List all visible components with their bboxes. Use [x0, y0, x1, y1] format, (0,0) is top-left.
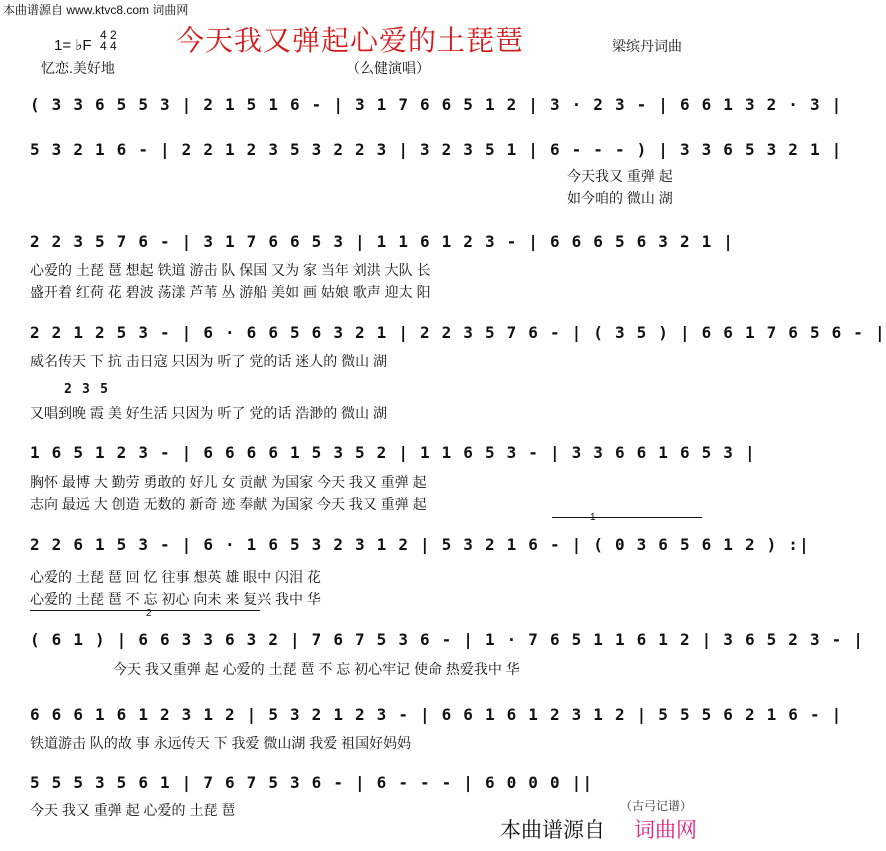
time-signature	[100, 30, 117, 52]
staff-line: 1 6 5 1 2 3 - | 6 6 6 6 1 5 3 5 2 | 1 1 6 5 3 - | 3 3 6 6 1 6 5 3 |	[30, 443, 756, 462]
lyric-line: 又唱到晚 霞 美 好生活 只因为 听了 党的话 浩渺的 微山 湖	[30, 405, 388, 421]
staff-line: 2 2 1 2 5 3 - | 6 · 6 6 5 6 3 2 1 | 2 2 3 5 7 6 - | ( 3 5 ) | 6 6 1 7 6 5 6 - |	[30, 323, 886, 342]
footer-source: 本曲谱源自	[500, 819, 605, 842]
staff-line: 2 2 3 5 7 6 - | 3 1 7 6 6 5 3 | 1 1 6 1 2 3 - | 6 6 6 5 6 3 2 1 |	[30, 232, 735, 251]
staff-line-extra: 2 3 5	[64, 382, 110, 397]
lyric-line: 如今咱的 微山 湖	[567, 190, 673, 206]
singer-credit: （么健演唱）	[346, 60, 430, 76]
lyric-line: 今天我又 重弹 起	[567, 168, 673, 184]
lyric-line: 威名传天 下 抗 击日寇 只因为 听了 党的话 迷人的 微山 湖	[30, 353, 388, 369]
staff-line: ( 6 1 ) | 6 6 3 3 6 3 2 | 7 6 7 5 3 6 - | 1 · 7 6 5 1 1 6 1 2 | 3 6 5 2 3 - |	[30, 630, 865, 649]
lyric-line: 今天 我又重弹 起 心爱的 土琵 琶 不 忘 初心牢记 使命 热爱我中 华	[113, 661, 520, 677]
volta-bracket-1	[552, 517, 702, 518]
staff-line: 6 6 6 1 6 1 2 3 1 2 | 5 3 2 1 2 3 - | 6 6 1 6 1 2 3 1 2 | 5 5 5 6 2 1 6 - |	[30, 705, 843, 724]
staff-line: 5 3 2 1 6 - | 2 2 1 2 3 5 3 2 2 3 | 3 2 3 5 1 | 6 - - - ) | 3 3 6 5 3 2 1 |	[30, 140, 843, 159]
volta-label-2: 2	[146, 608, 152, 619]
lyric-line: 心爱的 土琵 琶 想起 铁道 游击 队 保国 又为 家 当年 刘洪 大队 长	[30, 262, 431, 278]
lyric-line: 胸怀 最博 大 勤劳 勇敢的 好儿 女 贡献 为国家 今天 我又 重弹 起	[30, 474, 427, 490]
lyric-line: 今天 我又 重弹 起 心爱的 土琵 琶	[30, 802, 236, 818]
lyric-line: 铁道游击 队的故 事 永远传天 下 我爱 微山湖 我爱 祖国好妈妈	[30, 735, 412, 751]
volta-bracket-2	[30, 610, 260, 611]
lyric-line: 盛开着 红荷 花 碧波 荡漾 芦苇 丛 游船 美如 画 姑娘 歌声 迎太 阳	[30, 284, 431, 300]
lyric-line: 志向 最远 大 创造 无数的 新奇 迹 奉献 为国家 今天 我又 重弹 起	[30, 496, 427, 512]
transcriber-note: （古弓记谱）	[620, 799, 693, 813]
staff-line: 2 2 6 1 5 3 - | 6 · 1 6 5 3 2 3 1 2 | 5 3 2 1 6 - | ( 0 3 6 5 6 1 2 ) :|	[30, 535, 810, 554]
site-banner: 本曲谱源自 www.ktvc8.com 词曲网	[3, 3, 189, 17]
key-signature: 1= ♭F	[54, 37, 92, 54]
song-author: 梁缤丹词曲	[612, 38, 682, 54]
expression-marking: 忆恋.美好地	[41, 60, 115, 76]
volta-label-1: 1	[590, 512, 596, 523]
time-signature-top: 4 2	[100, 28, 117, 42]
staff-line: 5 5 5 3 5 6 1 | 7 6 7 5 3 6 - | 6 - - - | 6 0 0 0 ||	[30, 773, 594, 792]
lyric-line: 心爱的 土琵 琶 不 忘 初心 向未 来 复兴 我中 华	[30, 591, 321, 607]
footer-site-logo: 词曲网	[634, 819, 697, 842]
staff-line: ( 3 3 6 5 5 3 | 2 1 5 1 6 - | 3 1 7 6 6 5 1 2 | 3 · 2 3 - | 6 6 1 3 2 · 3 |	[30, 95, 843, 114]
song-title: 今天我又弹起心爱的土琵琶	[176, 25, 525, 56]
time-signature-bottom: 4 4	[100, 39, 117, 53]
lyric-line: 心爱的 土琵 琶 回 忆 往事 想英 雄 眼中 闪泪 花	[30, 569, 321, 585]
